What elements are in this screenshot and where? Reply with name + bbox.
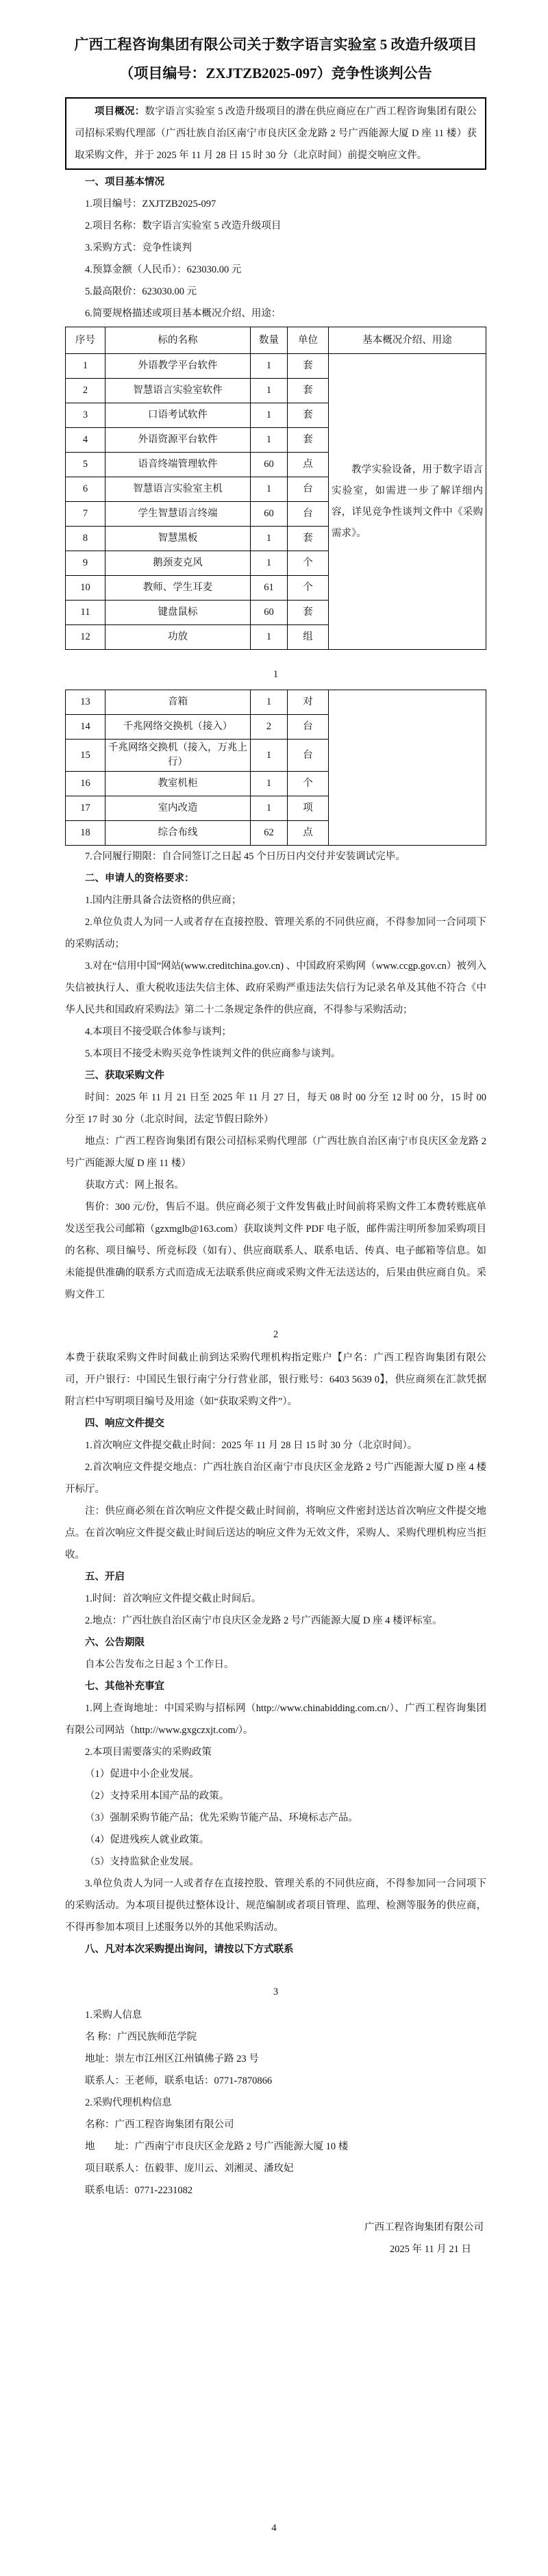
page-number-1: 1: [273, 669, 279, 680]
cell-index: 5: [66, 453, 105, 477]
other-policy-1: （1）促进中小企业发展。: [85, 1769, 199, 1780]
cell-name: 教室机柜: [105, 772, 251, 796]
cell-unit: 个: [288, 551, 329, 576]
basic-info-item-method: 3.采购方式：竞争性谈判: [85, 242, 192, 253]
section-heading-obtain-docs: 三、获取采购文件: [85, 1070, 164, 1081]
cell-index: 17: [66, 796, 105, 821]
cell-qty: 60: [251, 601, 288, 625]
cell-index: 15: [66, 740, 105, 772]
cell-qty: 1: [251, 690, 288, 715]
cell-unit: 点: [288, 453, 329, 477]
cell-name: 鹅颈麦克风: [105, 551, 251, 576]
header-index: 序号: [66, 327, 105, 354]
cell-qty: 1: [251, 796, 288, 821]
section-heading-announcement-period: 六、公告期限: [85, 1637, 145, 1648]
cell-qty: 60: [251, 453, 288, 477]
cell-name: 千兆网络交换机（接入）: [105, 715, 251, 740]
obtain-docs-price-part2: 本费于获取采购文件时间截止前到达采购代理机构指定账户【户名：广西工程咨询集团有限公司，开户银行：中国民生银行南宁分行营业部，银行账号：6403 5639 0】，供应商须在汇款凭据附言栏中写明项目编号及用途（如“获取采购文件”）。: [65, 1352, 486, 1407]
cell-qty: 1: [251, 740, 288, 772]
cell-qty: 1: [251, 428, 288, 453]
project-overview-text: 数字语言实验室 5 改造升级项目的潜在供应商应在广西工程咨询集团有限公司招标采购代理部（广西壮族自治区南宁市良庆区金龙路 2 号广西能源大厦 D 座 11 楼）获取采购文件，并于 2025 年 11 月 28 日 15 时 30 分（北京时间）前提交响应文件。: [75, 106, 477, 161]
project-overview-label: 项目概况：: [95, 106, 145, 117]
cell-qty: 1: [251, 527, 288, 551]
cell-index: 14: [66, 715, 105, 740]
cell-unit: 套: [288, 527, 329, 551]
cell-unit: 套: [288, 354, 329, 379]
cell-name: 千兆网络交换机（接入，万兆上行）: [105, 740, 251, 772]
basic-info-item-project-name: 2.项目名称：数字语言实验室 5 改造升级项目: [85, 220, 282, 231]
page-title-line2: （项目编号：ZXJTZB2025-097）竞争性谈判公告: [119, 65, 432, 81]
basic-info-item-budget: 4.预算金额（人民币）：623030.00 元: [85, 264, 242, 275]
page-number-3: 3: [273, 1986, 279, 1997]
basic-info-item-max-price: 5.最高限价：623030.00 元: [85, 286, 197, 297]
purchaser-address: 地址：崇左市江州区江州镇佛子路 23 号: [85, 2054, 259, 2064]
cell-name: 智慧语言实验室主机: [105, 477, 251, 502]
section-heading-qualification: 二、申请人的资格要求：: [85, 873, 195, 884]
goods-note-cell-empty: [329, 690, 486, 846]
cell-unit: 个: [288, 576, 329, 601]
cell-index: 7: [66, 502, 105, 527]
other-policy-2: （2）支持采用本国产品的政策。: [85, 1791, 229, 1802]
submission-note: 注：供应商必须在首次响应文件提交截止时间前，将响应文件密封送达首次响应文件提交地点。在首次响应文件提交截止时间后送达的响应文件为无效文件，采购人、采购代理机构应当拒收。: [65, 1506, 486, 1561]
cell-index: 1: [66, 354, 105, 379]
cell-name: 外语教学平台软件: [105, 354, 251, 379]
signature-company: 广西工程咨询集团有限公司: [364, 2222, 484, 2233]
cell-unit: 组: [288, 625, 329, 650]
cell-qty: 1: [251, 379, 288, 403]
opening-time: 1.时间：首次响应文件提交截止时间后。: [85, 1593, 262, 1604]
cell-unit: 套: [288, 601, 329, 625]
qualification-item-5: 5.本项目不接受未购买竞争性谈判文件的供应商参与谈判。: [85, 1048, 341, 1059]
cell-qty: 1: [251, 551, 288, 576]
cell-unit: 对: [288, 690, 329, 715]
goods-table-page2: [65, 690, 486, 846]
obtain-docs-time: 时间：2025 年 11 月 21 日至 2025 年 11 月 27 日，每天 08 时 00 分至 12 时 00 分，15 时 00 分至 17 时 30 分（北京时间，法定节假日除外）: [65, 1092, 486, 1125]
project-overview-paragraph: [75, 101, 477, 166]
cell-name: 外语资源平台软件: [105, 428, 251, 453]
basic-info-item-project-no: 1.项目编号：ZXJTZB2025-097: [85, 199, 216, 210]
cell-index: 9: [66, 551, 105, 576]
cell-unit: 点: [288, 821, 329, 846]
header-name: 标的名称: [105, 327, 251, 354]
section-heading-contact: 八、凡对本次采购提出询问，请按以下方式联系: [85, 1944, 294, 1955]
contract-term: 7.合同履行期限：自合同签订之日起 45 个日历日内交付并安装调试完毕。: [85, 851, 406, 862]
cell-name: 学生智慧语言终端: [105, 502, 251, 527]
agency-info-title: 2.采购代理机构信息: [85, 2097, 172, 2108]
section-heading-other: 七、其他补充事宜: [85, 1681, 164, 1692]
goods-note-text: 教学实验设备，用于数字语言实验室，如需进一步了解详细内容，详见竞争性谈判文件中《采购需求》。: [332, 464, 483, 539]
qualification-item-3: 3.对在“信用中国”网站(www.creditchina.gov.cn) 、中国政府采购网（www.ccgp.gov.cn）被列入失信被执行人、重大税收违法失信主体、政府采购严重违法失信行为记录名单及其他不符合《中华人民共和国政府采购法》第二十二条规定条件的供应商，不得参与采购活动；: [65, 961, 486, 1015]
goods-table-header-row: [66, 327, 486, 354]
purchaser-name: 名 称：广西民族师范学院: [85, 2032, 197, 2043]
submission-place: 2.首次响应文件提交地点：广西壮族自治区南宁市良庆区金龙路 2 号广西能源大厦 D 座 4 楼开标厅。: [65, 1462, 486, 1495]
page-number-4: 4: [271, 2523, 277, 2534]
header-qty: 数量: [251, 327, 288, 354]
cell-unit: 台: [288, 715, 329, 740]
other-policy-3: （3）强制采购节能产品；优先采购节能产品、环境标志产品。: [85, 1813, 358, 1823]
cell-unit: 个: [288, 772, 329, 796]
cell-qty: 62: [251, 821, 288, 846]
cell-index: 4: [66, 428, 105, 453]
agency-name: 名称：广西工程咨询集团有限公司: [85, 2119, 234, 2130]
obtain-docs-place: 地点：广西工程咨询集团有限公司招标采购代理部（广西壮族自治区南宁市良庆区金龙路 2 号广西能源大厦 D 座 11 楼）: [65, 1136, 486, 1169]
cell-index: 2: [66, 379, 105, 403]
cell-unit: 台: [288, 740, 329, 772]
other-policy-4: （4）促进残疾人就业政策。: [85, 1834, 210, 1845]
cell-index: 16: [66, 772, 105, 796]
header-note: 基本概况介绍、用途: [329, 327, 486, 354]
cell-qty: 2: [251, 715, 288, 740]
purchaser-contact: 联系人：王老师，联系电话：0771-7870866: [85, 2075, 273, 2086]
cell-qty: 1: [251, 772, 288, 796]
qualification-item-2: 2.单位负责人为同一人或者存在直接控股、管理关系的不同供应商，不得参加同一合同项下的采购活动；: [65, 917, 486, 950]
cell-qty: 1: [251, 354, 288, 379]
cell-unit: 台: [288, 502, 329, 527]
cell-index: 13: [66, 690, 105, 715]
cell-index: 8: [66, 527, 105, 551]
other-policy-5: （5）支持监狱企业发展。: [85, 1856, 199, 1867]
submission-deadline: 1.首次响应文件提交截止时间：2025 年 11 月 28 日 15 时 30 分（北京时间）。: [85, 1440, 418, 1451]
goods-note-cell: [329, 354, 486, 650]
section-heading-opening: 五、开启: [85, 1571, 125, 1582]
obtain-docs-price-part1: 售价：300 元/份，售后不退。供应商必须于文件发售截止时间前将采购文件工本费转账底单发送至我公司邮箱（gzxmglb@163.com）获取谈判文件 PDF 电子版，邮件需注明所参加采购项目的名称、项目编号、所竞标段（如有）、供应商联系人、联系电话、传真、电子邮箱等信息。如未能提供准确的联系方式而造成无法联系供应商或采购文件无法送达的，后果由供应商自负。采购文件工: [65, 1202, 486, 1300]
cell-index: 3: [66, 403, 105, 428]
header-unit: 单位: [288, 327, 329, 354]
cell-unit: 项: [288, 796, 329, 821]
cell-qty: 1: [251, 477, 288, 502]
other-item-query-address: 1.网上查询地址：中国采购与招标网（http://www.chinabidding.com.cn/）、广西工程咨询集团有限公司网站（http://www.gxgczxjt.com/）。: [65, 1703, 486, 1736]
cell-name: 综合布线: [105, 821, 251, 846]
basic-info-item-spec-intro: 6.简要规格描述或项目基本概况介绍、用途：: [85, 308, 282, 319]
signature-date: 2025 年 11 月 21 日: [389, 2244, 471, 2255]
cell-unit: 套: [288, 428, 329, 453]
cell-name: 室内改造: [105, 796, 251, 821]
cell-name: 智慧黑板: [105, 527, 251, 551]
page-number-2: 2: [273, 1329, 279, 1340]
project-overview-box: [65, 97, 486, 170]
section-heading-basic-info: 一、项目基本情况: [85, 177, 164, 188]
cell-index: 11: [66, 601, 105, 625]
cell-name: 键盘鼠标: [105, 601, 251, 625]
other-item-same-leader: 3.单位负责人为同一人或者存在直接控股、管理关系的不同供应商，不得参加同一合同项下的采购活动。为本项目提供过整体设计、规范编制或者项目管理、监理、检测等服务的供应商，不得再参加本项目上述服务以外的其他采购活动。: [65, 1878, 486, 1933]
cell-qty: 1: [251, 625, 288, 650]
cell-qty: 1: [251, 403, 288, 428]
agency-address: 地 址：广西南宁市良庆区金龙路 2 号广西能源大厦 10 楼: [85, 2141, 349, 2152]
goods-table-page1: [65, 327, 486, 650]
cell-unit: 套: [288, 403, 329, 428]
cell-index: 12: [66, 625, 105, 650]
section-heading-submission: 四、响应文件提交: [85, 1418, 164, 1429]
cell-name: 音箱: [105, 690, 251, 715]
cell-unit: 台: [288, 477, 329, 502]
cell-name: 语音终端管理软件: [105, 453, 251, 477]
agency-phone: 联系电话：0771-2231082: [85, 2185, 193, 2196]
cell-name: 教师、学生耳麦: [105, 576, 251, 601]
cell-qty: 60: [251, 502, 288, 527]
cell-qty: 61: [251, 576, 288, 601]
page-title: [65, 30, 486, 88]
cell-name: 智慧语言实验室软件: [105, 379, 251, 403]
cell-index: 18: [66, 821, 105, 846]
qualification-item-1: 1.国内注册具备合法资格的供应商；: [85, 895, 242, 906]
purchaser-info-title: 1.采购人信息: [85, 2010, 142, 2021]
other-item-policy: 2.本项目需要落实的采购政策: [85, 1747, 212, 1758]
cell-unit: 套: [288, 379, 329, 403]
cell-name: 功放: [105, 625, 251, 650]
page-title-line1: 广西工程咨询集团有限公司关于数字语言实验室 5 改造升级项目: [74, 36, 477, 53]
cell-name: 口语考试软件: [105, 403, 251, 428]
qualification-item-4: 4.本项目不接受联合体参与谈判；: [85, 1026, 232, 1037]
table-row: [66, 354, 486, 379]
opening-place: 2.地点：广西壮族自治区南宁市良庆区金龙路 2 号广西能源大厦 D 座 4 楼评标室。: [85, 1615, 443, 1626]
announcement-period-text: 自本公告发布之日起 3 个工作日。: [85, 1659, 234, 1670]
agency-contacts: 项目联系人：伍毅菲、庞川云、刘湘灵、潘玫妃: [85, 2163, 294, 2174]
cell-index: 6: [66, 477, 105, 502]
obtain-docs-method: 获取方式：网上报名。: [85, 1180, 184, 1191]
table-row: [66, 690, 486, 715]
cell-index: 10: [66, 576, 105, 601]
